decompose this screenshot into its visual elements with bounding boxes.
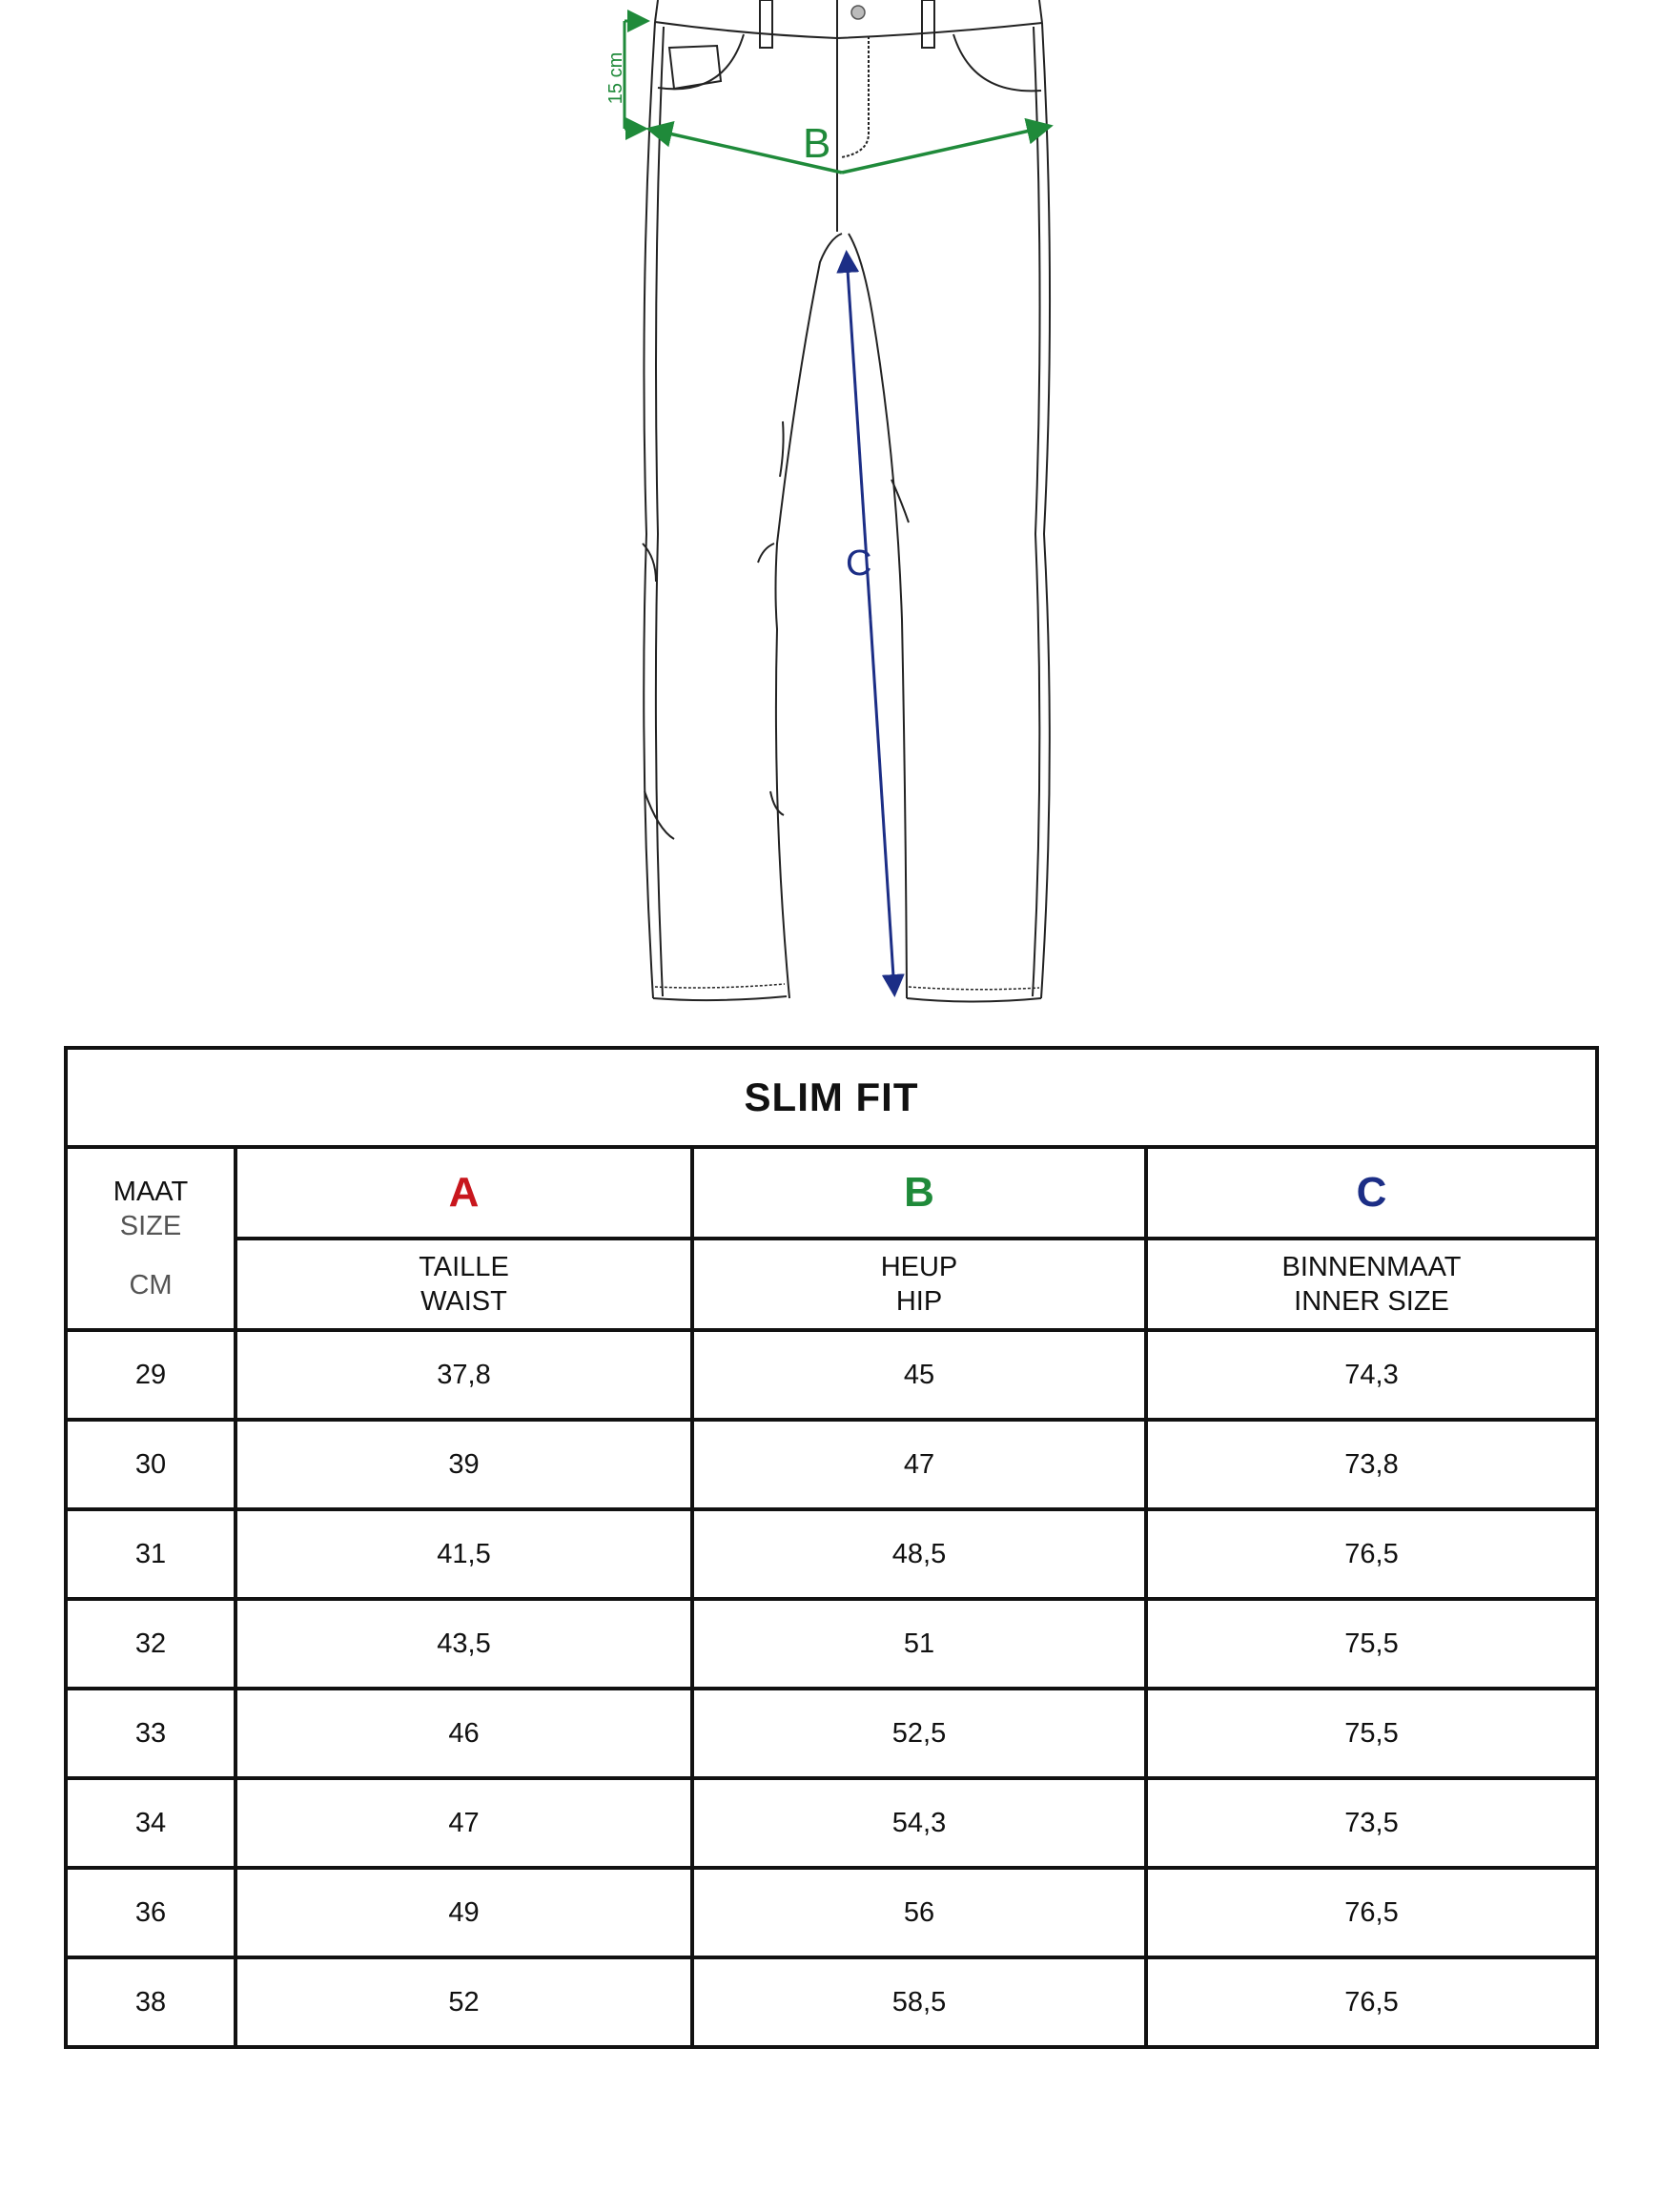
cell-size: 36	[66, 1868, 236, 1957]
cell-size: 34	[66, 1778, 236, 1868]
cell-size: 33	[66, 1689, 236, 1778]
hip-offset-label: 15 cm	[605, 51, 626, 105]
cell-inner-size: 76,5	[1146, 1509, 1597, 1599]
column-label-hip	[692, 1239, 1146, 1330]
cell-waist: 41,5	[236, 1509, 692, 1599]
cell-size: 30	[66, 1420, 236, 1509]
pants-outline	[643, 0, 1050, 1002]
cell-hip: 58,5	[692, 1957, 1146, 2047]
cell-hip: 48,5	[692, 1509, 1146, 1599]
hip-measure-line	[652, 127, 1047, 173]
cell-hip: 52,5	[692, 1689, 1146, 1778]
label-nl: HEUP	[880, 1252, 958, 1282]
cell-waist: 52	[236, 1957, 692, 2047]
table-row	[66, 1420, 1597, 1509]
table-row	[66, 1689, 1597, 1778]
size-header-maat: MAAT	[113, 1177, 189, 1207]
hip-label-b: B	[803, 120, 831, 167]
cell-size: 38	[66, 1957, 236, 2047]
cell-size: 31	[66, 1509, 236, 1599]
cell-waist: 43,5	[236, 1599, 692, 1689]
column-label-waist	[236, 1239, 692, 1330]
cell-inner-size: 76,5	[1146, 1957, 1597, 2047]
size-header-unit: CM	[129, 1270, 173, 1301]
cell-size: 29	[66, 1330, 236, 1420]
cell-waist: 37,8	[236, 1330, 692, 1420]
table-row	[66, 1957, 1597, 2047]
button-icon	[851, 6, 865, 19]
table-row	[66, 1509, 1597, 1599]
cell-inner-size: 73,8	[1146, 1420, 1597, 1509]
size-column-header	[66, 1147, 236, 1330]
cell-inner-size: 75,5	[1146, 1689, 1597, 1778]
table-row	[66, 1778, 1597, 1868]
label-en: INNER SIZE	[1294, 1286, 1449, 1317]
table-row	[66, 1868, 1597, 1957]
column-letter-a: A	[236, 1147, 692, 1239]
cell-waist: 46	[236, 1689, 692, 1778]
cell-inner-size: 75,5	[1146, 1599, 1597, 1689]
label-en: HIP	[895, 1286, 943, 1317]
cell-waist: 49	[236, 1868, 692, 1957]
inseam-measure-line	[847, 256, 894, 992]
pants-measurement-diagram	[0, 0, 1659, 1039]
cell-hip: 47	[692, 1420, 1146, 1509]
cell-inner-size: 74,3	[1146, 1330, 1597, 1420]
cell-inner-size: 76,5	[1146, 1868, 1597, 1957]
cell-inner-size: 73,5	[1146, 1778, 1597, 1868]
title-row	[66, 1048, 1597, 1147]
label-nl: BINNENMAAT	[1281, 1252, 1462, 1282]
column-letter-b: B	[692, 1147, 1146, 1239]
column-label-inner-size	[1146, 1239, 1597, 1330]
cell-hip: 45	[692, 1330, 1146, 1420]
size-header-size: SIZE	[119, 1211, 182, 1241]
label-en: WAIST	[420, 1286, 507, 1317]
cell-hip: 51	[692, 1599, 1146, 1689]
cell-waist: 39	[236, 1420, 692, 1509]
letter-row	[66, 1147, 1597, 1239]
table-title: SLIM FIT	[66, 1048, 1597, 1147]
size-chart-table	[64, 1046, 1599, 2049]
column-letter-c: C	[1146, 1147, 1597, 1239]
cell-hip: 54,3	[692, 1778, 1146, 1868]
label-row	[66, 1239, 1597, 1330]
inseam-label-c: C	[846, 543, 872, 584]
cell-waist: 47	[236, 1778, 692, 1868]
table-row	[66, 1330, 1597, 1420]
cell-hip: 56	[692, 1868, 1146, 1957]
hip-offset-bracket	[625, 21, 645, 129]
table-row	[66, 1599, 1597, 1689]
cell-size: 32	[66, 1599, 236, 1689]
label-nl: TAILLE	[419, 1252, 509, 1282]
